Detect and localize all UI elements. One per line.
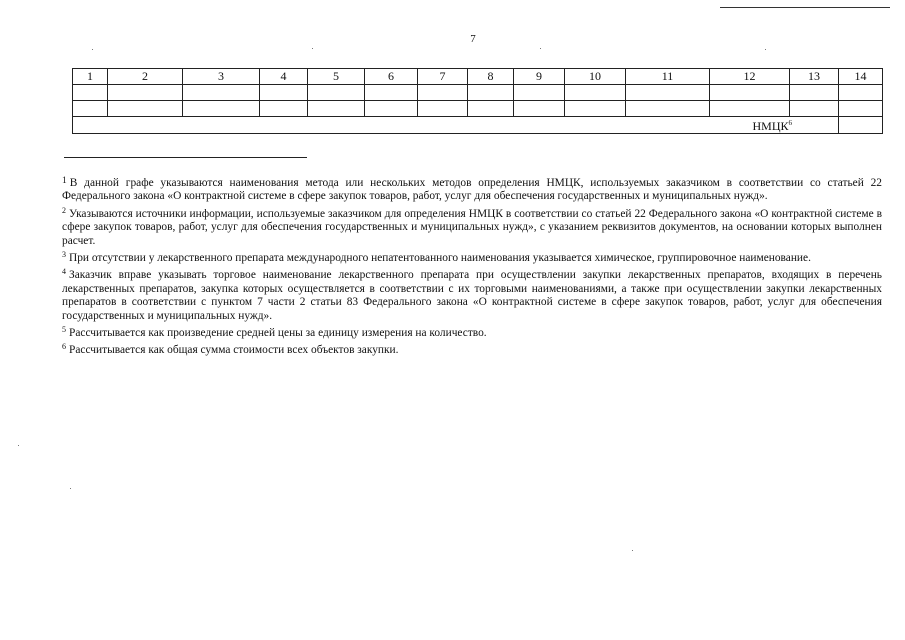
table-cell (710, 85, 790, 101)
scan-speck (70, 488, 71, 489)
table-row (73, 101, 883, 117)
footnote-text: Указываются источники информации, используемые заказчиком для определения НМЦК в соответствии со статьей 22 Федерального закона «О контрактной системе в сфере закупок товаров, работ, услуг для обеспечения государственных и муниципальных нужд», с указанием реквизитов документов, на основании которых выполнен расчет. (62, 207, 882, 247)
footnote-mark: 5 (62, 325, 66, 335)
scan-speck (92, 49, 93, 50)
footnote-separator (64, 157, 307, 158)
total-row (73, 117, 883, 134)
calculation-table (72, 68, 883, 134)
table-cell (108, 85, 183, 101)
footnote-text: Рассчитывается как произведение средней цены за единицу измерения на количество. (69, 327, 487, 340)
table-cell (260, 85, 308, 101)
column-header: 5 (308, 69, 365, 85)
table-cell (514, 85, 565, 101)
column-header: 6 (365, 69, 418, 85)
table-cell (565, 85, 626, 101)
column-header: 4 (260, 69, 308, 85)
scan-speck (540, 48, 541, 49)
table-cell (183, 85, 260, 101)
footnote-2 (62, 204, 882, 248)
total-label: НМЦК (752, 119, 789, 133)
footnote-1 (62, 175, 882, 204)
table-cell (790, 101, 839, 117)
table-cell (308, 85, 365, 101)
footnote-mark: 1 (62, 176, 67, 186)
table-cell (73, 85, 108, 101)
column-header: 3 (183, 69, 260, 85)
table-cell (365, 101, 418, 117)
scan-speck (18, 445, 19, 446)
table-cell (308, 101, 365, 117)
footnote-mark: 3 (62, 250, 66, 260)
total-label-cell (73, 117, 839, 134)
total-value-cell (839, 117, 883, 134)
table-cell (565, 101, 626, 117)
footnote-mark: 2 (62, 205, 66, 215)
table-row (73, 85, 883, 101)
table-cell (839, 101, 883, 117)
table-cell (626, 85, 710, 101)
footnote-4 (62, 265, 882, 323)
table-cell (418, 101, 468, 117)
table-cell (626, 101, 710, 117)
column-header: 14 (839, 69, 883, 85)
footnote-text: Рассчитывается как общая сумма стоимости всех объектов закупки. (69, 344, 399, 357)
footnote-text: При отсутствии у лекарственного препарата международного непатентованного наименования указывается химическое, группировочное наименование. (69, 252, 811, 265)
table-cell (260, 101, 308, 117)
footnote-6 (62, 340, 882, 357)
table-cell (183, 101, 260, 117)
footnote-mark: 6 (62, 342, 66, 352)
footnote-3 (62, 248, 882, 265)
column-header: 10 (565, 69, 626, 85)
scan-speck (312, 48, 313, 49)
page-number: 7 (470, 33, 476, 45)
column-header: 11 (626, 69, 710, 85)
table-cell (73, 101, 108, 117)
table-cell (108, 101, 183, 117)
footnote-text: В данной графе указываются наименования метода или нескольких методов определения НМЦК, используемых заказчиком в соответствии со статьей 22 Федерального закона «О контрактной системе в сфере закупок товаров, работ, услуг для обеспечения государственных и муниципальных нужд». (62, 177, 882, 203)
table-cell (839, 85, 883, 101)
footnote-5 (62, 323, 882, 340)
column-header: 8 (468, 69, 514, 85)
column-header: 7 (418, 69, 468, 85)
table-cell (468, 101, 514, 117)
table-cell (365, 85, 418, 101)
table-cell (418, 85, 468, 101)
column-header: 2 (108, 69, 183, 85)
column-header: 13 (790, 69, 839, 85)
footnote-mark: 4 (62, 267, 66, 277)
scan-speck (765, 49, 766, 50)
top-rule (720, 7, 890, 8)
table-cell (468, 85, 514, 101)
header-row (73, 69, 883, 85)
footnote-text: Заказчик вправе указывать торговое наименование лекарственного препарата при осуществлении закупки лекарственных препаратов, входящих в перечень лекарственных препаратов, закупка которых осуществляется в соответствии с их торговыми наименованиями, а также при осуществлении закупки лекарственных препаратов в соответствии с пунктом 7 части 2 статьи 83 Федерального закона «О контрактной системе в сфере закупок товаров, работ, услуг для обеспечения государственных и муниципальных нужд». (62, 269, 882, 322)
table-cell (790, 85, 839, 101)
scan-speck (632, 550, 633, 551)
table-cell (514, 101, 565, 117)
total-footnote-mark: 6 (788, 119, 792, 127)
column-header: 12 (710, 69, 790, 85)
footnotes (62, 175, 882, 358)
table-cell (710, 101, 790, 117)
column-header: 9 (514, 69, 565, 85)
column-header: 1 (73, 69, 108, 85)
